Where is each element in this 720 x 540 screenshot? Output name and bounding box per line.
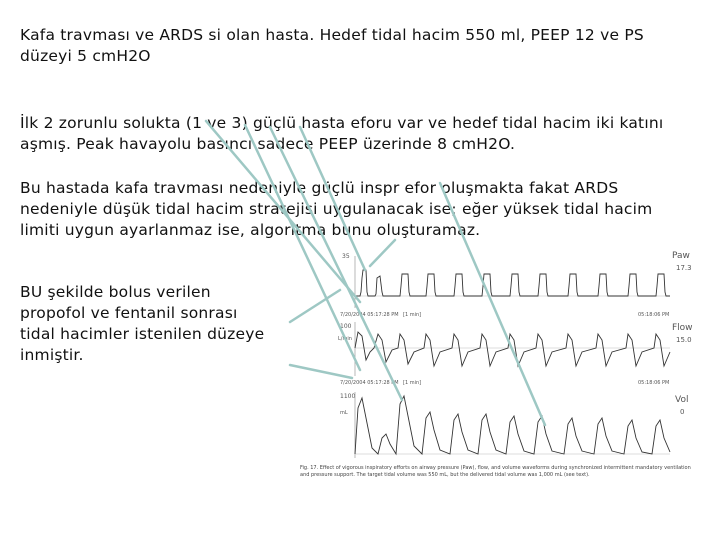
paw-label: Paw — [672, 251, 690, 261]
paw-timestamp: 7/20/2004 05:17:28 PM — [340, 312, 399, 318]
flow-panel — [338, 322, 693, 386]
flow-timestamp: 7/20/2004 05:17:28 PM — [340, 380, 399, 386]
paw-value: 17.3 — [676, 264, 692, 272]
flow-ymax-label: 100 — [340, 323, 352, 330]
text-line: limiti uygun ayarlanmaz ise, algoritma bunu oluşturamaz. — [20, 221, 481, 239]
text-line: İlk 2 zorunlu solukta (1 ve 3) güçlü hasta eforu var ve hedef tidal hacim iki katını — [20, 114, 664, 132]
flow-span: [1 min] — [403, 380, 422, 386]
ventilator-waveform-figure — [300, 248, 705, 480]
text-line: Kafa travması ve ARDS si olan hasta. Hedef tidal hacim 550 ml, PEEP 12 ve PS — [20, 26, 644, 44]
intro-paragraph — [20, 25, 710, 67]
flow-label: Flow — [672, 323, 693, 333]
figure-caption — [300, 465, 700, 478]
volume-label: Vol — [675, 395, 689, 405]
text-line: propofol ve fentanil sonrası — [20, 304, 238, 322]
volume-panel — [340, 392, 688, 458]
text-line: BU şekilde bolus verilen — [20, 283, 211, 301]
explanation-paragraph — [20, 178, 710, 241]
paw-span: [1 min] — [403, 312, 422, 318]
caption-text: Fig. 17. Effect of vigorous inspiratory efforts on airway pressure (Paw), flow, and volume waveforms during synchronized intermittent mandatory ventilation and pressure support. The target tidal volume was 550 mL, but the delivered tidal volume was 1,000 mL (see text). — [300, 465, 691, 478]
flow-trace — [355, 332, 670, 366]
paw-trace — [355, 270, 670, 296]
flow-value: 15.0 — [676, 336, 692, 344]
text-line: Bu hastada kafa travması nedeniyle güçlü inspr efor oluşmakta fakat ARDS — [20, 179, 619, 197]
flow-time: 05:18:06 PM — [638, 380, 670, 386]
paw-time: 05:18:06 PM — [638, 312, 670, 318]
text-line: düzeyi 5 cmH2O — [20, 47, 151, 65]
volume-trace — [355, 396, 670, 454]
paw-ymax-label: 35 — [342, 253, 350, 260]
sedation-paragraph — [20, 282, 290, 366]
volume-ymax-label: 1100 — [340, 393, 356, 400]
paw-panel — [340, 251, 692, 318]
effort-paragraph — [20, 113, 720, 155]
text-line: aşmış. Peak havayolu basıncı sadece PEEP üzerinde 8 cmH2O. — [20, 135, 516, 153]
volume-unit-label: mL — [340, 410, 348, 416]
volume-value: 0 — [680, 408, 685, 416]
waveform-panels — [300, 248, 705, 480]
text-line: nedeniyle düşük tidal hacim stratejisi uygulanacak ise; eğer yüksek tidal hacim — [20, 200, 653, 218]
flow-unit-label: L/min — [338, 336, 352, 342]
text-line: tidal hacimler istenilen düzeye — [20, 325, 265, 343]
text-line: inmiştir. — [20, 346, 84, 364]
